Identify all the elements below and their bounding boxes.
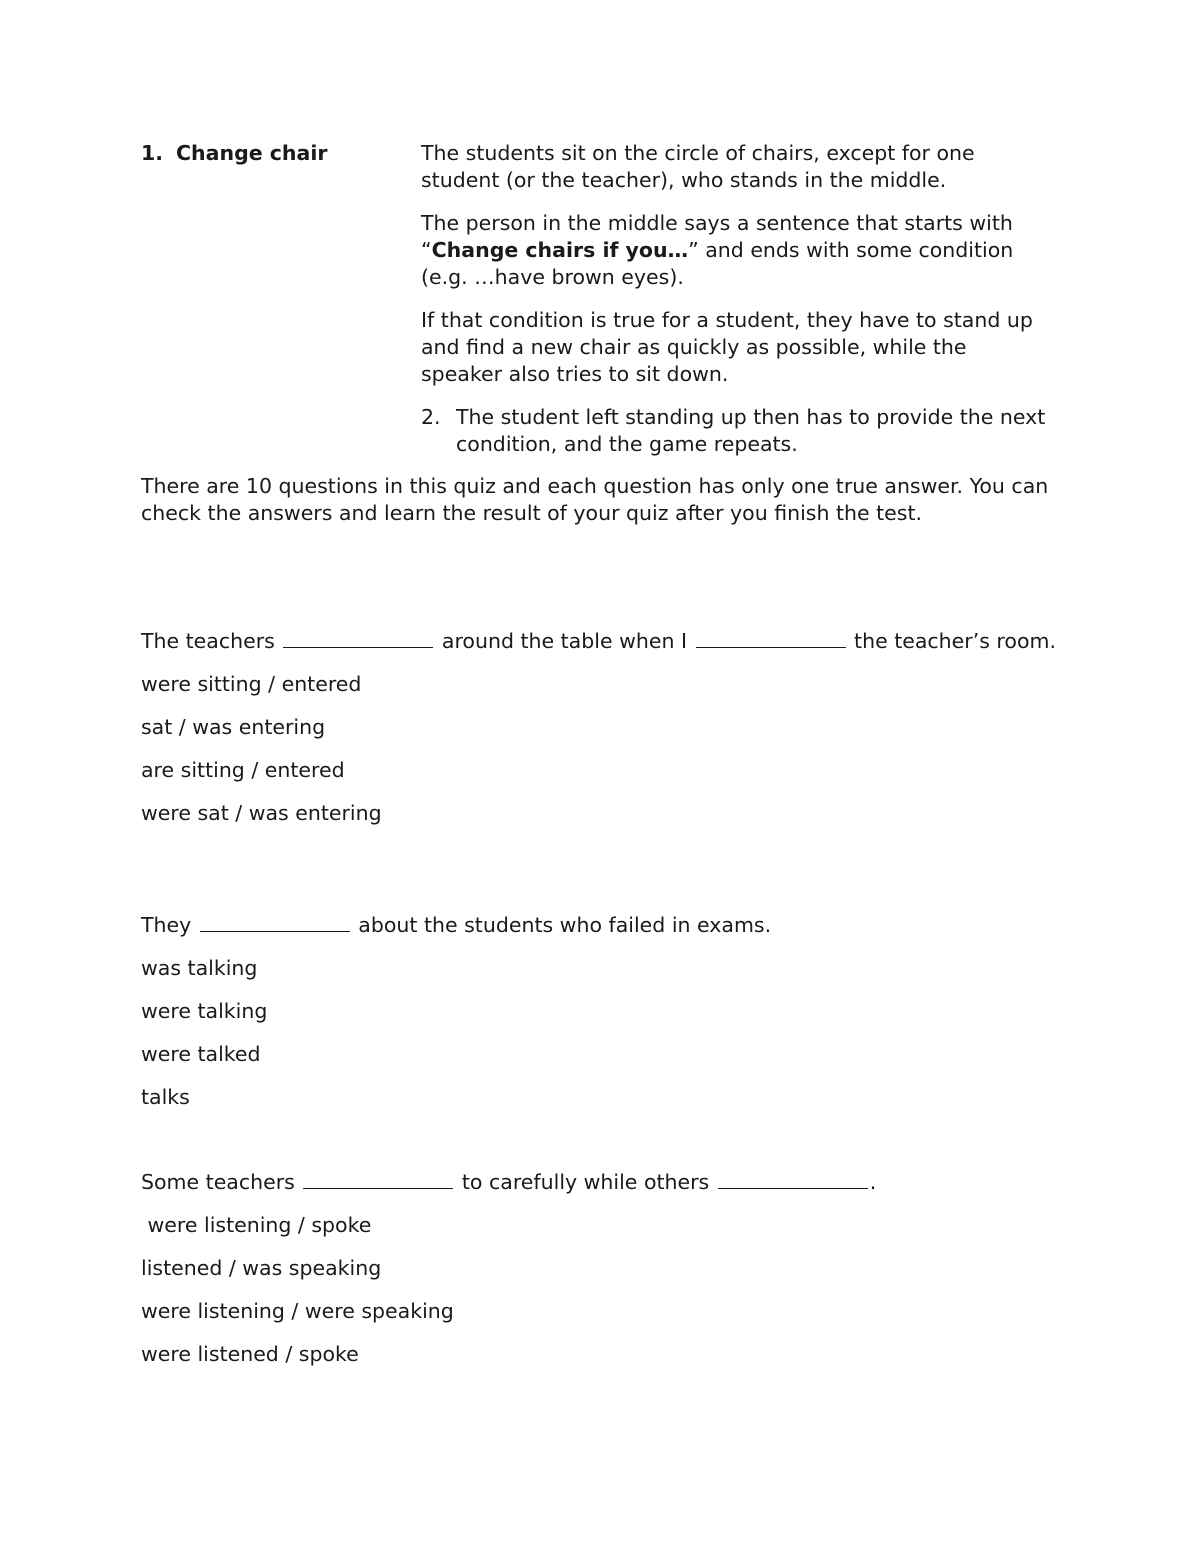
step-text: The student left standing up then has to provide the next condition, and the game repeats.	[456, 405, 1046, 456]
activity-number: 1.	[141, 141, 164, 165]
answer-blank	[200, 913, 350, 932]
question-stem	[141, 628, 1071, 655]
step-number: 2.	[421, 405, 441, 429]
activity-title: Change chair	[176, 141, 328, 165]
answer-option: talks	[141, 1085, 190, 1109]
answer-option: were talked	[141, 1042, 261, 1066]
text-run: .	[869, 1170, 877, 1194]
question-3	[141, 1169, 1071, 1384]
quiz-intro: There are 10 questions in this quiz and each question has only one true answer. You can check the answers and learn the result of your quiz after you finish the test.	[141, 474, 1049, 525]
numbered-step	[421, 404, 1051, 458]
bold-phrase: Change chairs if you…	[431, 238, 689, 262]
question-2	[141, 912, 1071, 1127]
text-run: Some teachers	[141, 1170, 302, 1194]
activity-paragraph	[421, 210, 1051, 291]
text-run: around the table when I	[435, 629, 694, 653]
activity-paragraph: The students sit on the circle of chairs, except for one student (or the teacher), who stands in the middle.	[421, 141, 975, 192]
answer-option: sat / was entering	[141, 715, 326, 739]
answer-option: are sitting / entered	[141, 758, 345, 782]
activity-description	[421, 140, 1051, 458]
question-stem	[141, 1169, 1071, 1196]
answer-option: were listening / were speaking	[141, 1299, 454, 1323]
text-run: ” and ends with some condition (e.g. …have brown eyes).	[421, 238, 1014, 289]
activity-paragraph: If that condition is true for a student, they have to stand up and find a new chair as quickly as possible, while the speaker also tries to sit down.	[421, 308, 1033, 386]
text-run: to carefully while others	[455, 1170, 716, 1194]
text-run: about the students who failed in exams.	[351, 913, 772, 937]
answer-blank	[303, 1170, 453, 1189]
text-run: The person in the middle says a sentence that starts with “	[421, 211, 1013, 262]
answer-option: were listened / spoke	[141, 1342, 359, 1366]
answer-option: were sat / was entering	[141, 801, 382, 825]
text-run: The teachers	[141, 629, 282, 653]
answer-option: were talking	[141, 999, 268, 1023]
answer-blank	[696, 629, 846, 648]
answer-option: were listening / spoke	[141, 1213, 372, 1237]
text-run: the teacher’s room.	[847, 629, 1056, 653]
question-stem	[141, 912, 1071, 939]
question-1	[141, 628, 1071, 843]
answer-option: was talking	[141, 956, 258, 980]
answer-blank	[718, 1170, 868, 1189]
answer-option: listened / was speaking	[141, 1256, 382, 1280]
text-run: They	[141, 913, 198, 937]
answer-option: were sitting / entered	[141, 672, 362, 696]
answer-blank	[283, 629, 433, 648]
